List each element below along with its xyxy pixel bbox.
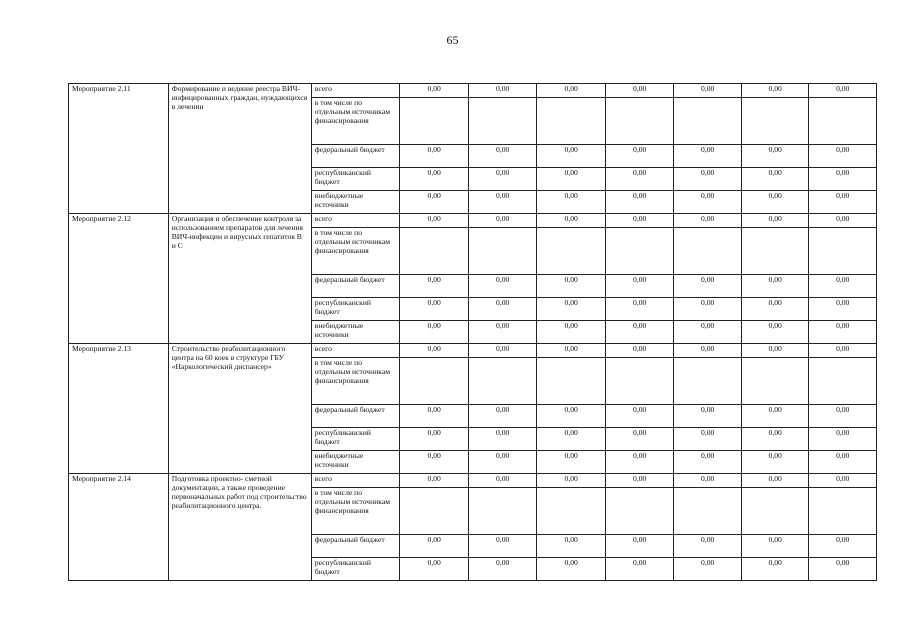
value-cell: 0,00 [537, 344, 606, 358]
value-cell: 0,00 [674, 344, 742, 358]
value-cell: 0,00 [741, 558, 809, 581]
value-cell [809, 488, 877, 535]
value-cell [400, 488, 469, 535]
value-cell: 0,00 [809, 145, 877, 168]
value-cell: 0,00 [400, 405, 469, 428]
activity-description: Формирование и ведение реестра ВИЧ-инфицированных граждан, нуждающихся в лечении [168, 84, 311, 214]
value-cell: 0,00 [400, 535, 469, 558]
activity-id: Мероприятие 2.13 [69, 344, 169, 474]
value-cell [468, 488, 537, 535]
source-label: в том числе по отдельным источникам финансирования [311, 488, 400, 535]
value-cell [605, 228, 674, 275]
table-body [69, 84, 877, 581]
value-cell: 0,00 [400, 84, 469, 98]
value-cell: 0,00 [605, 214, 674, 228]
value-cell [605, 98, 674, 145]
value-cell: 0,00 [674, 275, 742, 298]
value-cell: 0,00 [741, 298, 809, 321]
value-cell: 0,00 [537, 451, 606, 474]
value-cell [741, 98, 809, 145]
value-cell [741, 358, 809, 405]
value-cell [537, 358, 606, 405]
table-row [69, 474, 877, 488]
source-label: республиканский бюджет [311, 298, 400, 321]
activity-id: Мероприятие 2.12 [69, 214, 169, 344]
value-cell: 0,00 [674, 191, 742, 214]
value-cell: 0,00 [674, 451, 742, 474]
value-cell: 0,00 [741, 344, 809, 358]
value-cell: 0,00 [809, 191, 877, 214]
source-label: республиканский бюджет [311, 168, 400, 191]
source-label: республиканский бюджет [311, 428, 400, 451]
value-cell: 0,00 [674, 321, 742, 344]
value-cell: 0,00 [537, 474, 606, 488]
value-cell: 0,00 [741, 428, 809, 451]
value-cell: 0,00 [741, 84, 809, 98]
value-cell: 0,00 [809, 84, 877, 98]
value-cell: 0,00 [537, 214, 606, 228]
value-cell: 0,00 [674, 535, 742, 558]
value-cell: 0,00 [809, 558, 877, 581]
value-cell: 0,00 [605, 191, 674, 214]
value-cell: 0,00 [468, 428, 537, 451]
table-row [69, 84, 877, 98]
value-cell [741, 488, 809, 535]
activity-description: Подготовка проектно- сметной документации, а также проведение первоначальных работ под строительство реабилитационного центра. [168, 474, 311, 581]
source-label: всего [311, 84, 400, 98]
value-cell: 0,00 [605, 168, 674, 191]
value-cell: 0,00 [468, 275, 537, 298]
source-label: внебюджетные источники [311, 451, 400, 474]
value-cell: 0,00 [605, 405, 674, 428]
value-cell: 0,00 [605, 451, 674, 474]
value-cell: 0,00 [537, 298, 606, 321]
value-cell: 0,00 [400, 344, 469, 358]
value-cell [674, 488, 742, 535]
value-cell: 0,00 [537, 558, 606, 581]
activity-description: Строительство реабилитационного центра на 60 коек в структуре ГБУ «Наркологический диспансер» [168, 344, 311, 474]
value-cell: 0,00 [741, 214, 809, 228]
value-cell: 0,00 [400, 321, 469, 344]
value-cell: 0,00 [537, 191, 606, 214]
value-cell: 0,00 [741, 191, 809, 214]
value-cell [674, 228, 742, 275]
value-cell: 0,00 [400, 474, 469, 488]
value-cell [400, 358, 469, 405]
source-label: федеральный бюджет [311, 275, 400, 298]
value-cell: 0,00 [741, 145, 809, 168]
value-cell: 0,00 [537, 428, 606, 451]
value-cell: 0,00 [809, 451, 877, 474]
value-cell: 0,00 [468, 145, 537, 168]
value-cell: 0,00 [537, 321, 606, 344]
value-cell: 0,00 [537, 275, 606, 298]
table-row [69, 214, 877, 228]
value-cell: 0,00 [674, 298, 742, 321]
value-cell: 0,00 [605, 298, 674, 321]
value-cell: 0,00 [674, 474, 742, 488]
value-cell: 0,00 [605, 474, 674, 488]
value-cell [809, 358, 877, 405]
value-cell: 0,00 [468, 214, 537, 228]
value-cell [605, 488, 674, 535]
value-cell [400, 228, 469, 275]
value-cell [468, 228, 537, 275]
value-cell: 0,00 [674, 145, 742, 168]
value-cell: 0,00 [468, 474, 537, 488]
value-cell: 0,00 [400, 168, 469, 191]
source-label: всего [311, 344, 400, 358]
source-label: в том числе по отдельным источникам финансирования [311, 228, 400, 275]
activity-id: Мероприятие 2.14 [69, 474, 169, 581]
value-cell: 0,00 [741, 451, 809, 474]
value-cell [605, 358, 674, 405]
value-cell: 0,00 [537, 145, 606, 168]
value-cell: 0,00 [468, 191, 537, 214]
value-cell: 0,00 [400, 298, 469, 321]
value-cell: 0,00 [400, 214, 469, 228]
value-cell: 0,00 [400, 558, 469, 581]
value-cell: 0,00 [537, 535, 606, 558]
financing-table [68, 83, 877, 581]
activity-description: Организация и обеспечение контроля за использованием препаратов для лечения ВИЧ-инфекции и вирусных гепатитов В и С [168, 214, 311, 344]
value-cell: 0,00 [674, 84, 742, 98]
value-cell: 0,00 [741, 535, 809, 558]
source-label: федеральный бюджет [311, 145, 400, 168]
value-cell [468, 98, 537, 145]
value-cell: 0,00 [674, 168, 742, 191]
value-cell: 0,00 [537, 168, 606, 191]
value-cell: 0,00 [605, 344, 674, 358]
value-cell: 0,00 [468, 405, 537, 428]
value-cell: 0,00 [809, 405, 877, 428]
value-cell: 0,00 [400, 191, 469, 214]
page-number: 65 [446, 33, 459, 47]
value-cell: 0,00 [400, 428, 469, 451]
source-label: республиканский бюджет [311, 558, 400, 581]
value-cell: 0,00 [400, 451, 469, 474]
value-cell [809, 228, 877, 275]
value-cell: 0,00 [741, 275, 809, 298]
value-cell: 0,00 [741, 168, 809, 191]
source-label: внебюджетные источники [311, 321, 400, 344]
source-label: федеральный бюджет [311, 535, 400, 558]
value-cell: 0,00 [400, 145, 469, 168]
value-cell: 0,00 [605, 428, 674, 451]
value-cell: 0,00 [809, 275, 877, 298]
value-cell [809, 98, 877, 145]
value-cell: 0,00 [468, 535, 537, 558]
value-cell: 0,00 [468, 344, 537, 358]
value-cell: 0,00 [537, 405, 606, 428]
source-label: в том числе по отдельным источникам финансирования [311, 358, 400, 405]
value-cell: 0,00 [537, 84, 606, 98]
source-label: всего [311, 214, 400, 228]
activity-id: Мероприятие 2.11 [69, 84, 169, 214]
source-label: в том числе по отдельным источникам финансирования [311, 98, 400, 145]
value-cell: 0,00 [468, 298, 537, 321]
value-cell: 0,00 [674, 214, 742, 228]
value-cell: 0,00 [468, 321, 537, 344]
value-cell: 0,00 [605, 84, 674, 98]
value-cell: 0,00 [400, 275, 469, 298]
value-cell: 0,00 [809, 428, 877, 451]
value-cell: 0,00 [605, 275, 674, 298]
value-cell [674, 98, 742, 145]
source-label: федеральный бюджет [311, 405, 400, 428]
value-cell [537, 228, 606, 275]
value-cell [537, 98, 606, 145]
value-cell: 0,00 [674, 405, 742, 428]
value-cell: 0,00 [809, 474, 877, 488]
value-cell [400, 98, 469, 145]
value-cell: 0,00 [809, 321, 877, 344]
value-cell [741, 228, 809, 275]
value-cell: 0,00 [809, 535, 877, 558]
value-cell: 0,00 [674, 558, 742, 581]
value-cell: 0,00 [809, 168, 877, 191]
value-cell: 0,00 [605, 321, 674, 344]
value-cell: 0,00 [605, 558, 674, 581]
value-cell: 0,00 [605, 145, 674, 168]
value-cell [468, 358, 537, 405]
source-label: всего [311, 474, 400, 488]
value-cell: 0,00 [741, 474, 809, 488]
value-cell [537, 488, 606, 535]
value-cell: 0,00 [468, 84, 537, 98]
value-cell: 0,00 [809, 214, 877, 228]
value-cell: 0,00 [468, 451, 537, 474]
value-cell: 0,00 [468, 558, 537, 581]
value-cell: 0,00 [741, 405, 809, 428]
value-cell: 0,00 [809, 298, 877, 321]
value-cell: 0,00 [468, 168, 537, 191]
value-cell: 0,00 [809, 344, 877, 358]
value-cell: 0,00 [741, 321, 809, 344]
source-label: внебюджетные источники [311, 191, 400, 214]
value-cell [674, 358, 742, 405]
table-row [69, 344, 877, 358]
value-cell: 0,00 [605, 535, 674, 558]
value-cell: 0,00 [674, 428, 742, 451]
